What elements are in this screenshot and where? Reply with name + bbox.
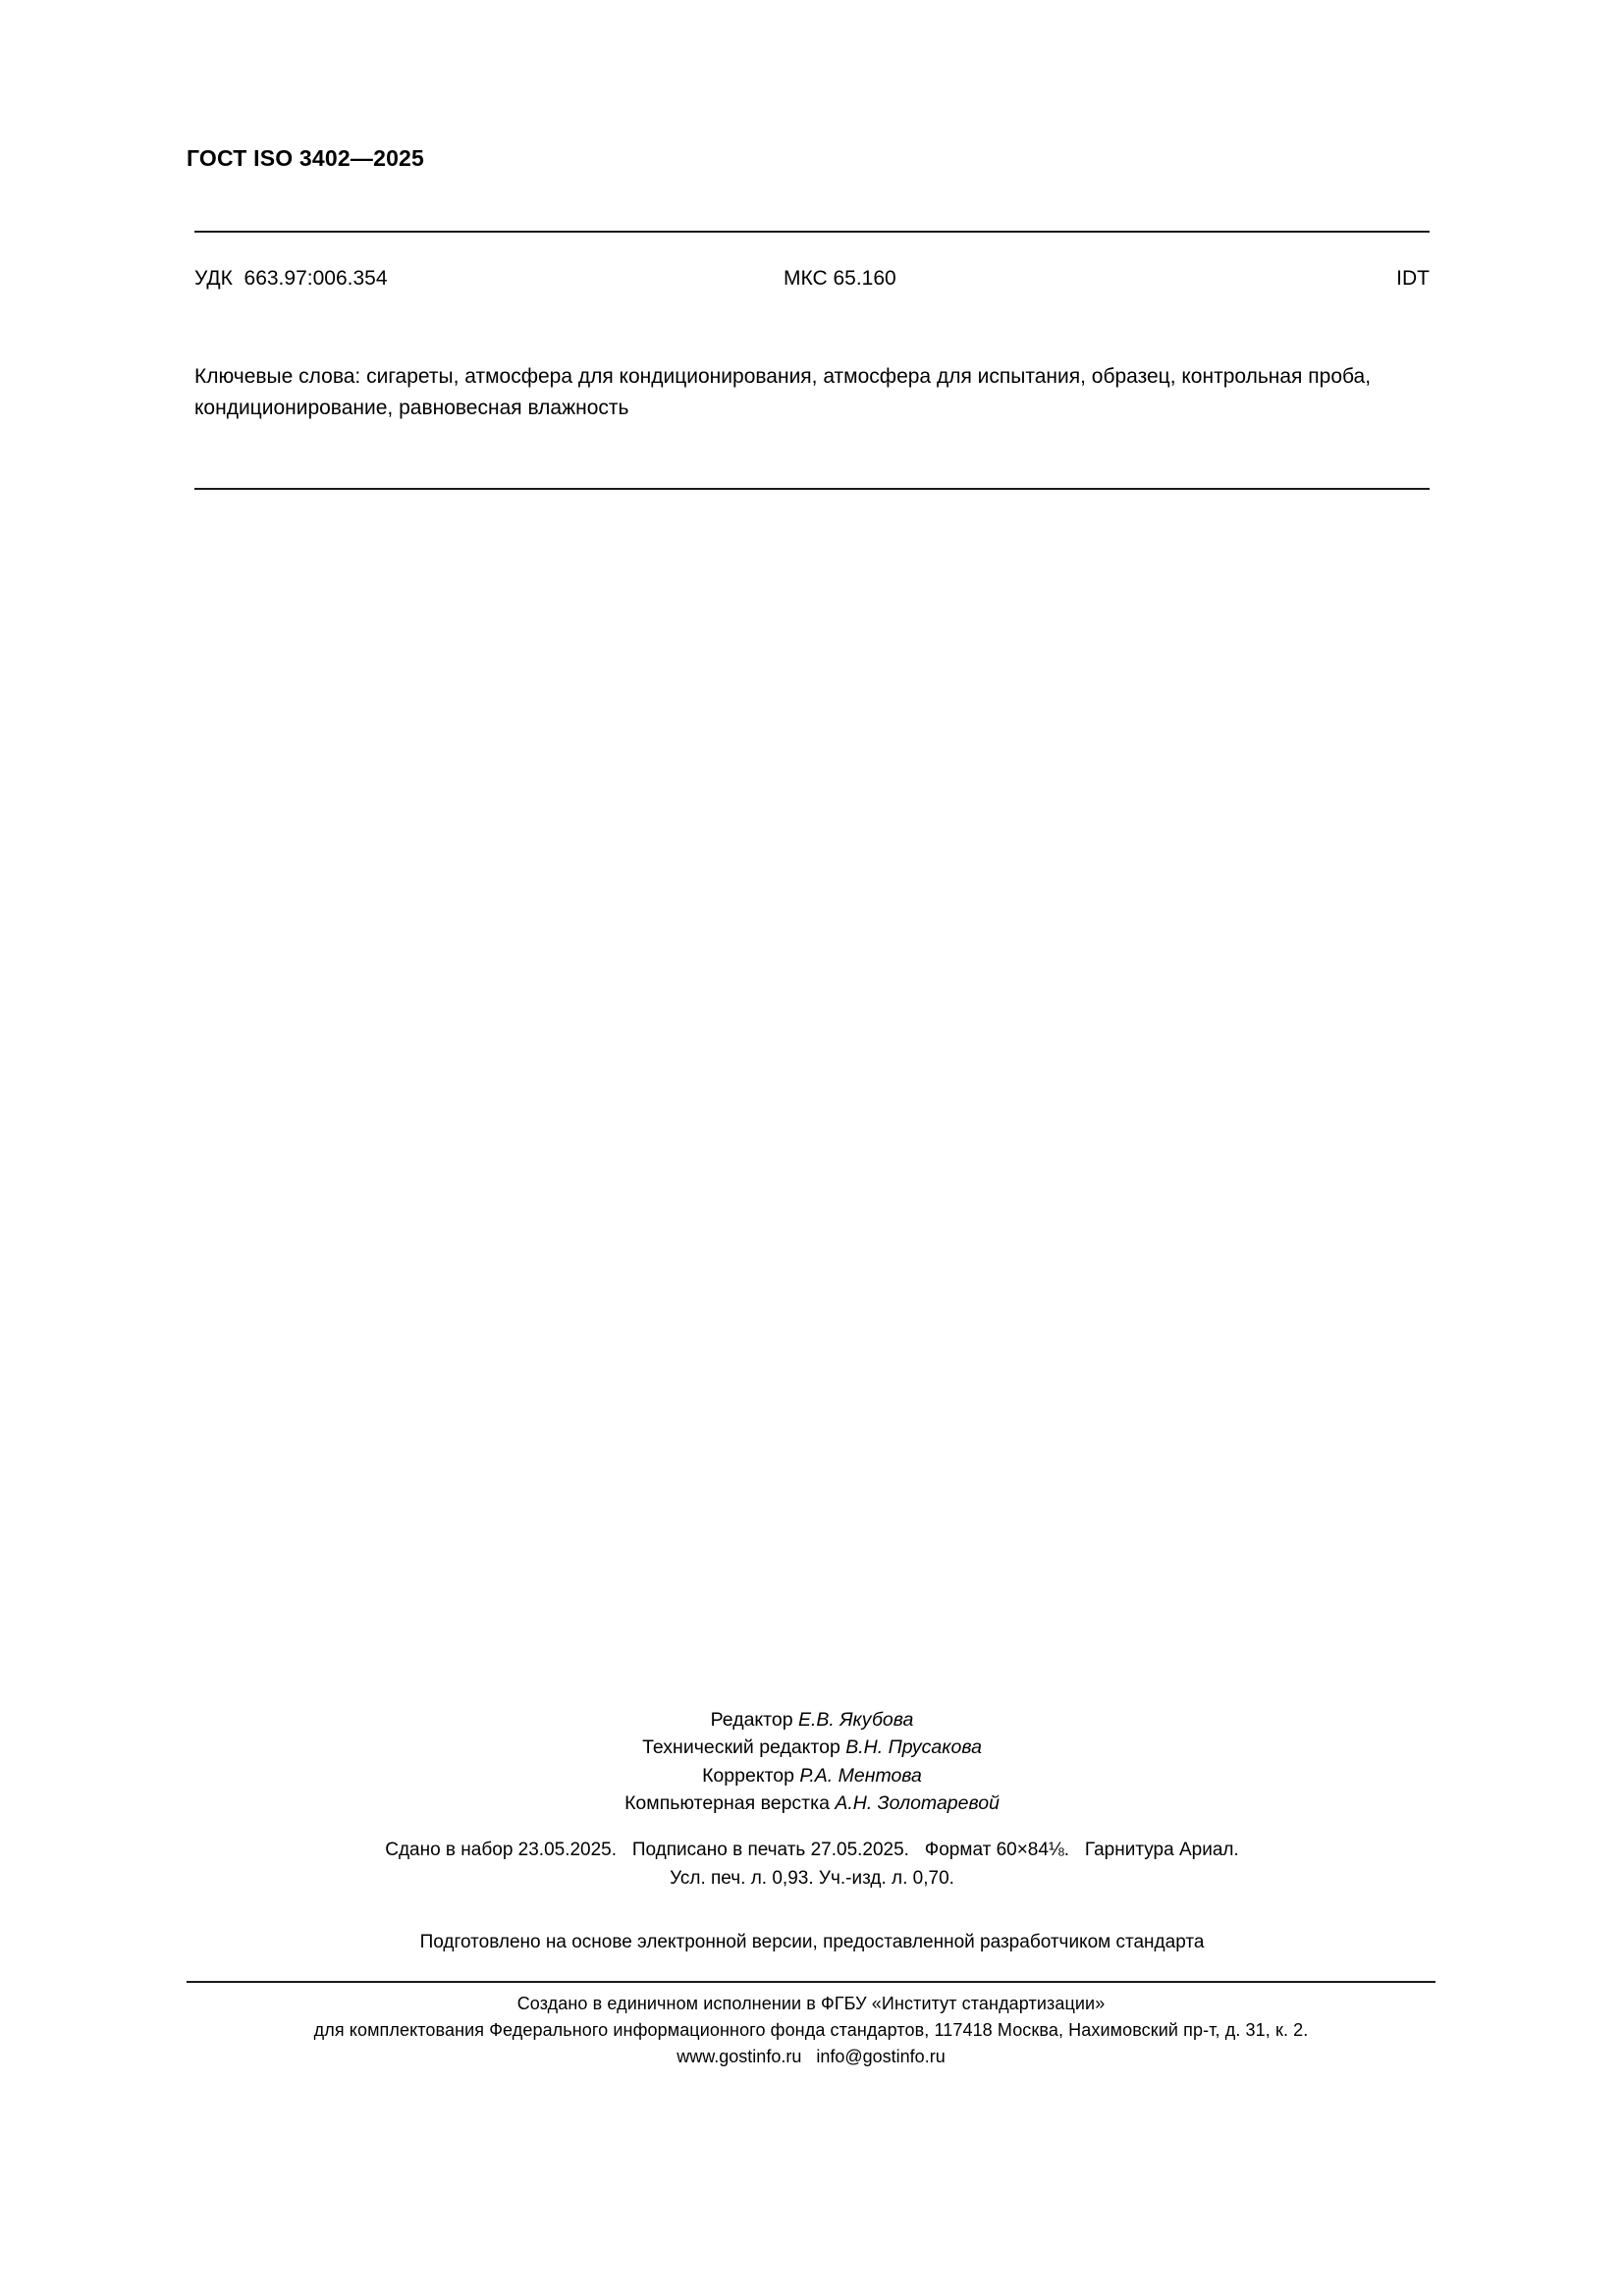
colophon-editor-role: Редактор: [710, 1709, 798, 1731]
imprint-line-2: [194, 1865, 1430, 1894]
colophon-editor: [194, 1706, 1430, 1734]
colophon-tech-editor-name: В.Н. Прусакова: [845, 1736, 982, 1759]
colophon-corrector-name: Р.А. Ментова: [799, 1764, 922, 1787]
colophon-editor-name: Е.В. Якубова: [798, 1709, 914, 1731]
colophon-tech-editor-role: Технический редактор: [642, 1736, 846, 1759]
colophon-corrector-role: Корректор: [702, 1764, 800, 1787]
keywords-divider: [194, 488, 1430, 490]
footer-website[interactable]: www.gostinfo.ru: [677, 2047, 802, 2066]
colophon-layout: [194, 1789, 1430, 1817]
colophon-block: [194, 1706, 1430, 1817]
mks-code: МКС 65.160: [784, 267, 896, 290]
header-divider: [194, 231, 1430, 233]
footer-email[interactable]: info@gostinfo.ru: [816, 2047, 946, 2066]
footer-divider: [187, 1981, 1435, 1983]
colophon-tech-editor: [194, 1734, 1430, 1761]
page-title: ГОСТ ISO 3402—2025: [187, 145, 425, 171]
colophon-corrector: [194, 1762, 1430, 1789]
colophon-layout-role: Компьютерная верстка: [624, 1791, 836, 1814]
prepared-note: Подготовлено на основе электронной версии, предоставленной разработчиком стандарта: [419, 1932, 1205, 1952]
keywords-paragraph: Ключевые слова: сигареты, атмосфера для кондиционирования, атмосфера для испытания, образец, контрольная проба, кондиционирование, равновесная влажность: [194, 365, 1372, 419]
colophon-layout-name: А.Н. Золотаревой: [835, 1791, 1000, 1814]
codes-row: [194, 267, 1430, 291]
imprint-block: [194, 1837, 1430, 1893]
footer-line-2: для комплектования Федерального информационного фонда стандартов, 117418 Москва, Нахимовский пр-т, д. 31, к. 2.: [313, 2020, 1309, 2040]
udk-code: УДК 663.97:006.354: [194, 267, 388, 290]
footer-block: [187, 1991, 1435, 2070]
idt-code: IDT: [1396, 267, 1430, 290]
imprint-line-1-text: Сдано в набор 23.05.2025. Подписано в печать 27.05.2025. Формат 60×84⅛. Гарнитура Ариал.: [385, 1840, 1239, 1860]
footer-line-1: Создано в единичном исполнении в ФГБУ «Институт стандартизации»: [516, 1994, 1106, 2013]
footer-contacts-gap: [801, 2047, 816, 2066]
footer-contacts: [187, 2044, 1435, 2070]
imprint-line-2-text: Усл. печ. л. 0,93. Уч.-изд. л. 0,70.: [670, 1867, 954, 1889]
imprint-line-1: [194, 1837, 1430, 1865]
